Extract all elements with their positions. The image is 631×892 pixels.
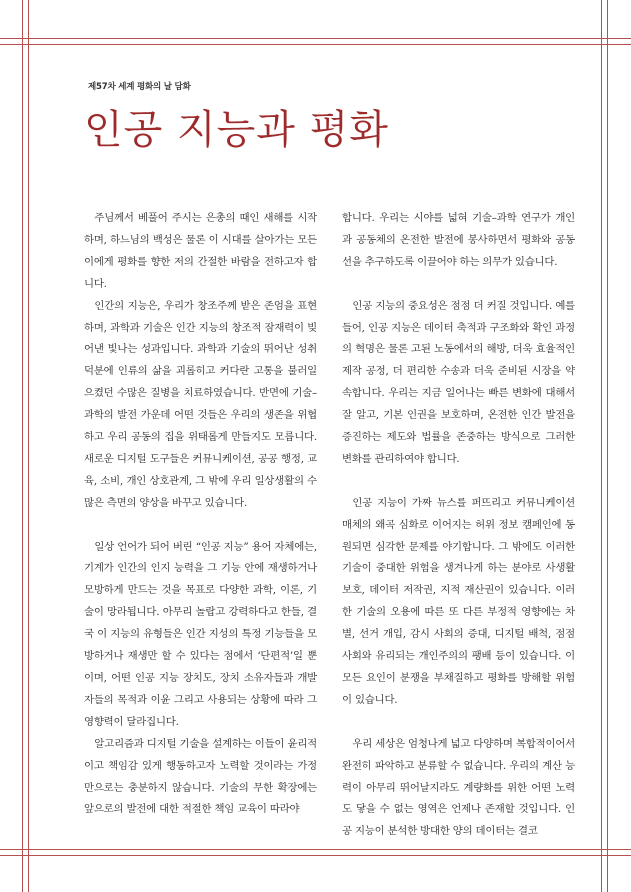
document-title: 인공 지능과 평화 <box>84 107 389 153</box>
paragraph: 인공 지능이 가짜 뉴스를 퍼뜨리고 커뮤니케이션 매체의 왜곡 심화로 이어지는 허위 정보 캠페인에 동원되면 심각한 문제를 야기합니다. 그 밖에도 이러한 기술이 중대한 위험을 생겨나게 하는 분야로 사생활 보호, 데이터 저작권, 지적 재산권이 있습니다. 이러한 기술의 오용에 따른 또 다른 부정적 영향에는 차별, 선거 개입, 감시 사회의 증대, 디지털 배척, 점점 사회와 유리되는 개인주의의 팽배 등이 있습니다. 이 모든 요인이 분쟁을 부채질하고 평화를 방해할 위험이 있습니다. <box>342 496 575 706</box>
paragraph: 우리 세상은 엄청나게 넓고 다양하며 복합적이어서 완전히 파악하고 분류할 수 없습니다. 우리의 계산 능력이 아무리 뛰어날지라도 계량화를 위한 어떤 노력도 닿을 수 없는 영역은 언제나 존재할 것입니다. 인공 지능이 분석한 방대한 양의 데이터는 결코 <box>342 737 575 838</box>
frame-rule-left-2 <box>28 0 29 892</box>
frame-rule-bottom-2 <box>0 855 631 856</box>
paragraph-gap <box>84 515 317 537</box>
paragraph-gap <box>342 471 575 493</box>
paragraph: 알고리즘과 디지털 기술을 설계하는 이들이 윤리적이고 책임감 있게 행동하고자 노력할 것이라는 가정만으로는 충분하지 않습니다. 기술의 무한 확장에는 앞으로의 발전에 대한 적절한 책임 교육이 따라야 <box>84 737 317 816</box>
paragraph: 일상 언어가 되어 버린 “인공 지능” 용어 자체에는, 기계가 인간의 인지 능력을 그 기능 안에 재생하거나 모방하게 만드는 것을 목표로 다양한 과학, 이론, 기술이 망라됩니다. 아무리 놀랍고 강력하다고 한들, 결국 이 지능의 유형들은 인간 지성의 특정 기능들을 모방하거나 재생만 할 수 있다는 점에서 ‘단편적’일 뿐이며, 어떤 인공 지능 장치도, 장치 소유자들과 개발자들의 목적과 이윤 그리고 사용되는 상황에 따라 그 영향력이 달라집니다. <box>84 540 317 728</box>
paragraph: 인간의 지능은, 우리가 창조주께 받은 존엄을 표현하며, 과학과 기술은 인간 지능의 창조적 잠재력이 빚어낸 빛나는 성과입니다. 과학과 기술의 뛰어난 성취 덕분에 인류의 삶을 괴롭히고 커다란 고통을 불러일으켰던 수많은 질병을 치료하였습니다. 반면에 기술–과학의 발전 가운데 어떤 것들은 우리의 생존을 위협하고 우리 공동의 집을 위태롭게 만들지도 모릅니다. 새로운 디지털 도구들은 커뮤니케이션, 공공 행정, 교육, 소비, 개인 상호관계, 그 밖에 우리 일상생활의 수많은 측면의 양상을 바꾸고 있습니다. <box>84 299 317 509</box>
paragraph-gap <box>342 712 575 734</box>
paragraph-gap <box>342 274 575 296</box>
frame-rule-right-2 <box>607 0 608 892</box>
frame-rule-top-1 <box>0 38 631 39</box>
document-subtitle: 제57차 세계 평화의 날 담화 <box>88 82 191 92</box>
paragraph: 인공 지능의 중요성은 점점 더 커질 것입니다. 예를 들어, 인공 지능은 데이터 축적과 구조화와 확인 과정의 혁명은 물론 고된 노동에서의 해방, 더욱 효율적인 제작 공정, 더 편리한 수송과 더욱 준비된 시장을 약속합니다. 우리는 지금 일어나는 빠른 변화에 대해서 잘 알고, 기본 인권을 보호하며, 온전한 인간 발전을 증진하는 제도와 법률을 존중하는 방식으로 그러한 변화를 관리하여야 합니다. <box>342 299 575 465</box>
paragraph: 주님께서 베풀어 주시는 은총의 때인 새해를 시작하며, 하느님의 백성은 물론 이 시대를 살아가는 모든 이에게 평화를 향한 저의 간절한 바람을 전하고자 합니다. <box>84 212 317 290</box>
frame-rule-left-1 <box>22 0 23 892</box>
frame-rule-top-2 <box>0 44 631 45</box>
paragraph-continued: 합니다. 우리는 시야를 넓혀 기술–과학 연구가 개인과 공동체의 온전한 발전에 봉사하면서 평화와 공동선을 추구하도록 이끌어야 하는 의무가 있습니다. <box>342 212 575 268</box>
frame-rule-right-1 <box>601 0 602 892</box>
text-column-left <box>84 208 317 821</box>
frame-rule-bottom-1 <box>0 849 631 850</box>
text-column-right <box>342 208 575 843</box>
